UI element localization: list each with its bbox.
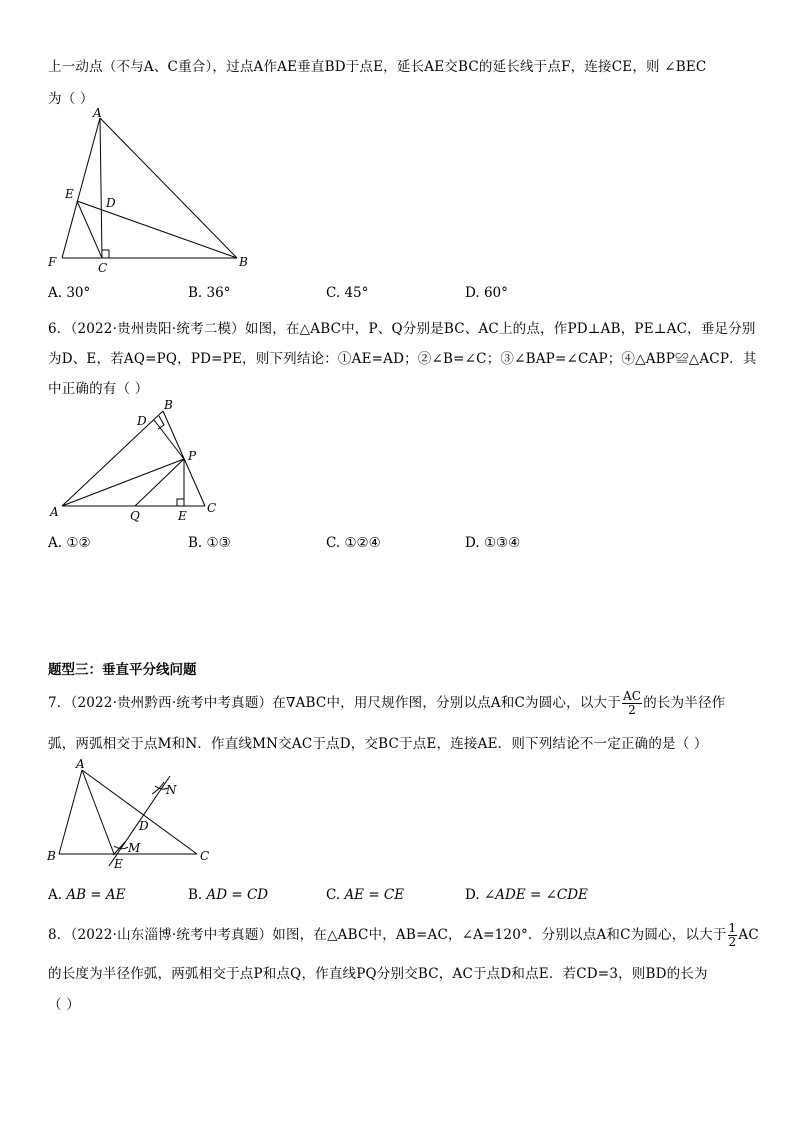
q6-text-line3: 中正确的有（ ） [48, 381, 149, 397]
q5-label-D: D [106, 196, 116, 210]
q7-label-D: D [139, 819, 149, 833]
q6-option-c: C. ①②④ [326, 535, 381, 551]
q5-diagram [40, 108, 270, 278]
q8-text-line1: 8．（2022·山东淄博·统考中考真题）如图，在△ABC中，AB=AC，∠A=120°．分别以点A和C为圆心，以大于 $\frac{1}{2}$ AC [48, 921, 759, 949]
q7-label-C: C [200, 849, 210, 863]
q5-option-c: C. 45° [326, 285, 369, 301]
q6-diagram [40, 398, 230, 523]
q5-text-line1: 上一动点（不与A、C重合），过点A作AE垂直BD于点E，延长AE交BC的延长线于点F，连接CE，则 ∠BEC [48, 59, 707, 75]
q5-text-line2: 为（ ） [48, 91, 94, 107]
q5-label-B: B [239, 255, 248, 269]
q7-option-a: A. AB = AE [48, 887, 126, 903]
q7-option-b: B. AD = CD [188, 887, 269, 903]
q7-fraction: $\frac{AC}{2}$ [622, 689, 642, 717]
q5-option-d: D. 60° [465, 285, 508, 301]
section-title: 题型三：垂直平分线问题 [48, 662, 197, 678]
q8-fraction: $\frac{1}{2}$ [728, 921, 737, 949]
q7-label-E: E [114, 857, 123, 871]
q6-label-C: C [207, 501, 217, 515]
q6-line-PD [154, 420, 184, 459]
q7-figure [42, 758, 222, 877]
q6-text-line2: 为D、E，若AQ=PQ，PD=PE，则下列结论：①AE=AD；②∠B=∠C；③∠BAP=∠CAP；④△ABP≌△ACP．其 [48, 351, 757, 367]
q6-label-Q: Q [130, 509, 140, 523]
q7-text-line1: 7．（2022·贵州黔西·统考中考真题）在∇ABC中，用尺规作图，分别以点A和C为圆心，以大于 $\frac{AC}{2}$ 的长为半径作 [48, 689, 726, 717]
q5-label-A: A [93, 106, 102, 120]
q7-option-c: C. AE = CE [326, 887, 405, 903]
q7-label-M: M [128, 841, 141, 855]
q6-label-E: E [178, 509, 187, 523]
q6-label-P: P [188, 449, 197, 463]
q6-label-D: D [137, 414, 147, 428]
q5-label-C: C [98, 261, 108, 275]
q6-line-AB [62, 411, 163, 506]
q5-line-EC [77, 201, 102, 258]
q5-label-F: F [48, 255, 57, 269]
q5-line-AB [100, 118, 237, 258]
q5-figure [40, 108, 270, 282]
q7-label-N: N [166, 783, 177, 797]
q8-text-line2: 的长度为半径作弧，两弧相交于点P和点Q，作直线PQ分别交BC，AC于点D和点E．若CD=3，则BD的长为 [48, 966, 708, 982]
q6-option-a: A. ①② [48, 535, 91, 551]
q6-option-d: D. ①③④ [465, 535, 521, 551]
q6-label-B: B [164, 398, 173, 412]
q7-label-A: A [76, 757, 85, 771]
q7-line-AE [82, 770, 114, 854]
q5-option-b: B. 36° [188, 285, 231, 301]
q7-option-d: D. ∠ADE = ∠CDE [465, 887, 588, 903]
q5-line-AC [100, 118, 102, 258]
q6-right-angle-E [177, 499, 184, 506]
q8-text-line3: （ ） [48, 997, 80, 1013]
q7-diagram [42, 758, 222, 873]
q5-label-E: E [65, 187, 74, 201]
q6-line-AP [62, 459, 184, 506]
q6-text-line1: 6．（2022·贵州贵阳·统考二模）如图，在△ABC中，P、Q分别是BC、AC上的点，作PD⊥AB，PE⊥AC，垂足分别 [48, 321, 756, 337]
q6-label-A: A [50, 505, 59, 519]
q5-right-angle-mark [102, 250, 109, 258]
q5-option-a: A. 30° [48, 285, 91, 301]
q7-text-line2: 弧，两弧相交于点M和N．作直线MN交AC于点D，交BC于点E，连接AE．则下列结论不一定正确的是（ ） [48, 736, 708, 752]
q6-option-b: B. ①③ [188, 535, 231, 551]
q6-figure [40, 398, 230, 527]
q7-label-B: B [47, 849, 56, 863]
q5-line-EB [77, 201, 237, 258]
q7-line-AB [59, 770, 82, 854]
